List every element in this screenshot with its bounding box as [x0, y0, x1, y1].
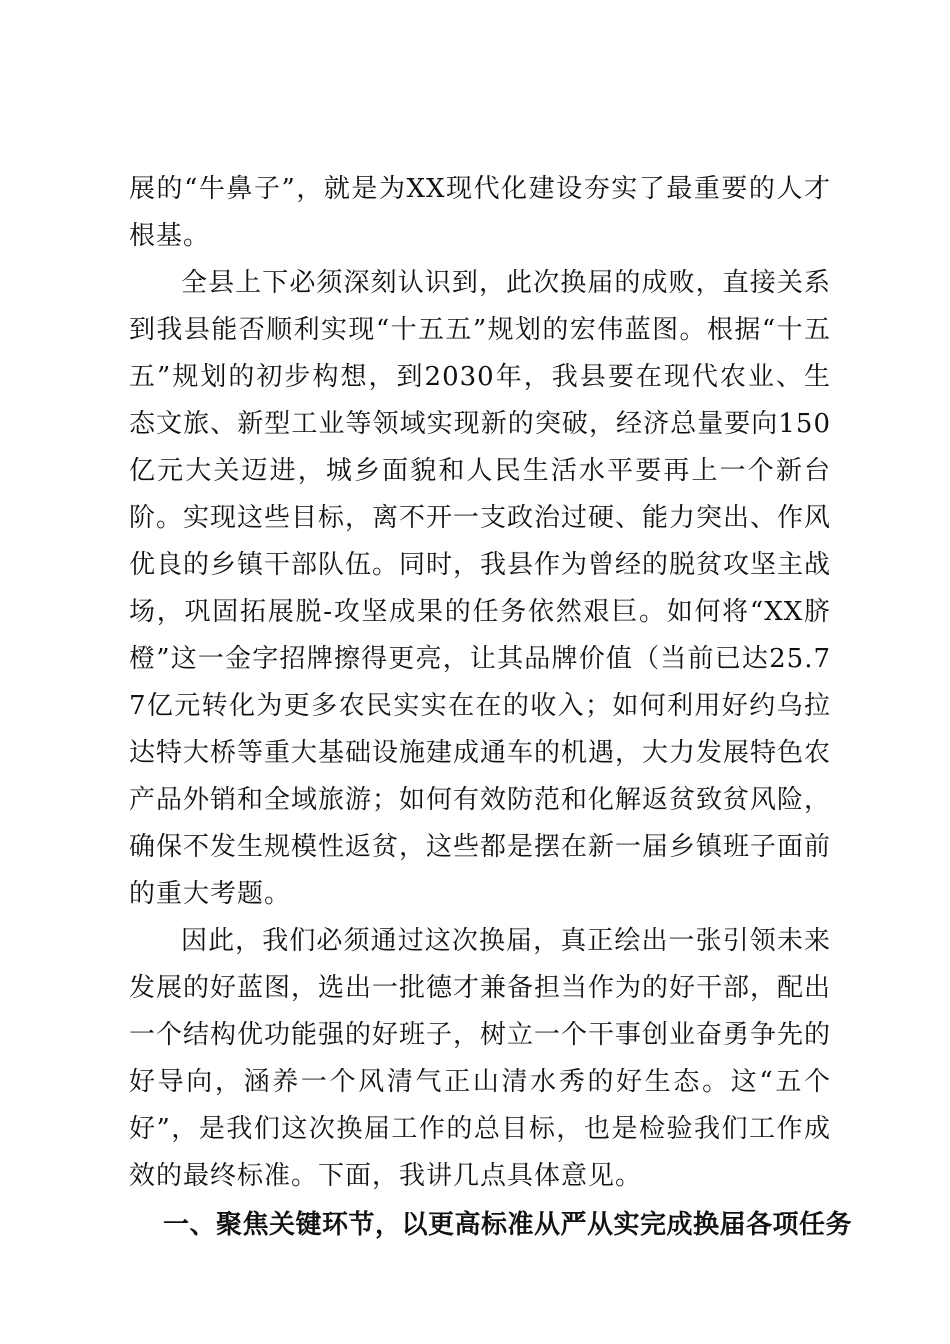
paragraph-election-significance: 全县上下必须深刻认识到，此次换届的成败，直接关系到我县能否顺利实现“十五五”规划的宏伟蓝图。根据“十五五”规划的初步构想，到2030年，我县要在现代农业、生态文旅、新型工业等领域实现新的突破，经济总量要向150亿元大关迈进，城乡面貌和人民生活水平要再上一个新台阶。实现这些目标，离不开一支政治过硬、能力突出、作风优良的乡镇干部队伍。同时，我县作为曾经的脱贫攻坚主战场，巩固拓展脱-攻坚成果的任务依然艰巨。如何将“XX脐橙”这一金字招牌擦得更亮，让其品牌价值（当前已达25.77亿元转化为更多农民实实在在的收入；如何利用好约乌拉达特大桥等重大基础设施建成通车的机遇，大力发展特色农产品外销和全域旅游；如何有效防范和化解返贫致贫风险，确保不发生规模性返贫，这些都是摆在新一届乡镇班子面前的重大考题。 [129, 268, 832, 909]
section-heading: 一、聚焦关键环节，以更高标准从严从实完成换届各项任务 [163, 1210, 853, 1240]
document-body [129, 166, 853, 1249]
paragraph-continuation: 展的“牛鼻子”，就是为XX现代化建设夯实了最重要的人才根基。 [129, 174, 831, 251]
paragraph-five-goods: 因此，我们必须通过这次换届，真正绘出一张引领未来发展的好蓝图，选出一批德才兼备担当作为的好干部，配出一个结构优功能强的好班子，树立一个干事创业奋勇争先的好导向，涵养一个风清气正山清水秀的好生态。这“五个好”，是我们这次换届工作的总目标，也是检验我们工作成效的最终标准。下面，我讲几点具体意见。 [129, 926, 832, 1191]
